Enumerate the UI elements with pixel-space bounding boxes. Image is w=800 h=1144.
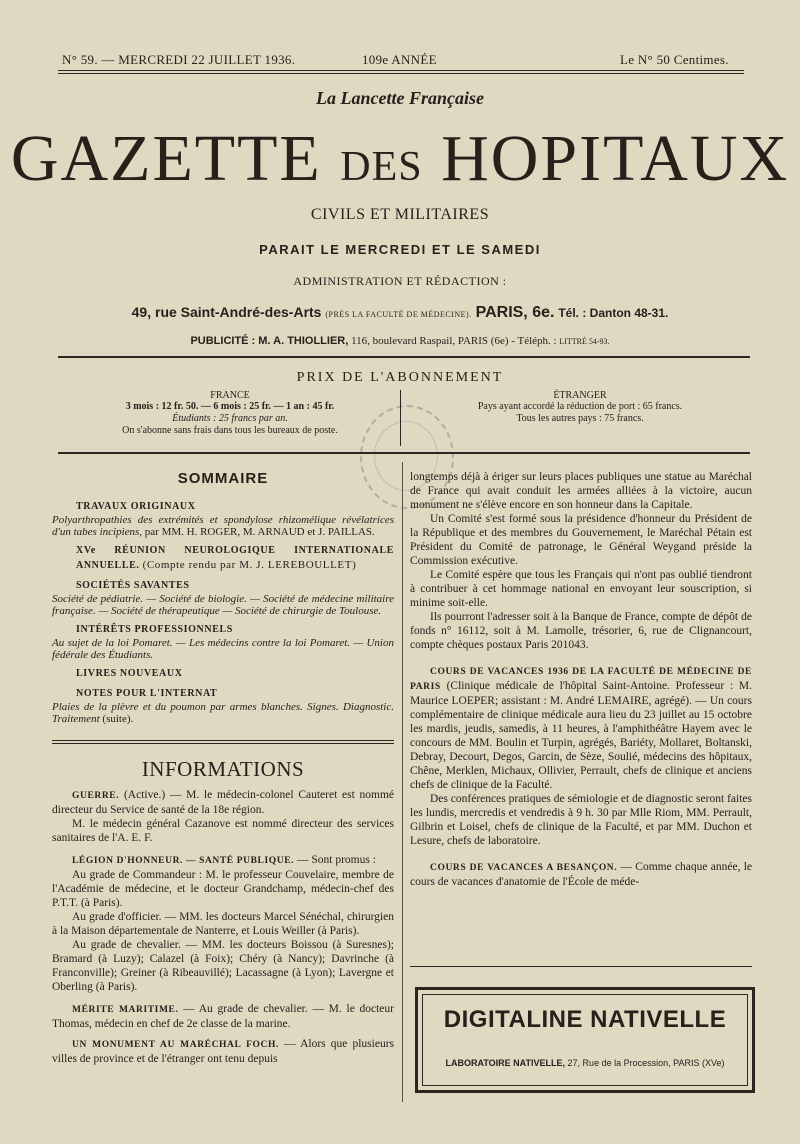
header-rule [58,356,750,358]
informations-section [52,757,394,1066]
sommaire-title: SOMMAIRE [177,470,269,487]
legion-para [52,853,394,868]
ad-title: DIGITALINE NATIVELLE [443,1006,727,1033]
etranger-l2: Tous les autres pays : 75 francs. [516,413,644,424]
foch-para [52,1037,394,1066]
merite-text: — Au grade de chevalier. — M. le docteur Thomas, médecin en chef de 2e classe de la marine. [52,1003,394,1030]
espere-para: Le Comité espère que tous les Français qui n'ont pas oublié tiendront à contribuer à cet hommage national en envoyant leur souscription, si minime soit-elle. [410,569,752,609]
cours-text: (Clinique médicale de l'hôpital Saint-Antoine. Professeur : M. Maurice LOEPER; assistant : M. André LEMAIRE, agrégé). — Un cours complémentaire de clinique médicale aura lieu du 23 juillet au 15 octobre les mardis, jeudis, samedis, à 11 heures, à l'amphithéâtre Hayem avec le concours de MM. Boulin et Turpin, agrégés, Bariéty, Mollaret, Boltanski, Debray, Decourt, Degos, Garcin, de Sèze, Soulié, médecins des hôpitaux, Chêne, Merklen, Michaux, Ollivier, Perrault, chefs de clinique et anciens chefs de clinique de la Faculté. [410,680,752,791]
masthead-subtitle: La Lancette Française [316,88,484,108]
top-rule [58,70,744,71]
abonnement-france [70,390,390,437]
notes-text [52,701,394,725]
travaux-authors: par MM. H. ROGER, M. ARNAUD et J. PAILLAS. [144,526,375,538]
masthead-civils: CIVILS ET MILITAIRES [310,206,490,223]
besancon-head: COURS DE VACANCES A BESANÇON. [430,863,618,873]
foch-text: — Alors que plusieurs villes de province et de l'étranger ont tenu depuis [52,1038,394,1065]
notes-suite: (suite). [102,713,134,725]
masthead-admin: ADMINISTRATION ET RÉDACTION : [293,274,507,288]
pub-tel: LITTRÉ 54-93. [559,337,610,346]
cours-para [410,664,752,792]
reunion-authors: (Compte rendu par M. J. LEREBOULLET) [142,559,357,571]
interets-head: INTÉRÊTS PROFESSIONNELS [76,624,233,635]
notes-head: NOTES POUR L'INTERNAT [76,688,218,699]
france-etudiants: Étudiants : 25 francs par an. [172,413,288,424]
notes-title: Plaies de la plèvre et du poumon par armes blanches. Signes. Diagnostic. Traitement [52,701,394,725]
adresser-para: Ils pourront l'adresser soit à la Banque de France, compte de dépôt de fonds n° 16112, soit à M. Lamolle, trésorier, 6, rue de Clignancourt, compte chèques postaux Paris 201043. [410,611,752,651]
masthead-parait: PARAIT LE MERCREDI ET LE SAMEDI [259,242,541,257]
right-column [410,470,752,889]
ad-lab-addr: 27, Rue de la Procession, PARIS (XVe) [567,1058,725,1068]
address-city: PARIS, 6e. [475,304,555,321]
sommaire-section [52,472,394,725]
abonnement-title: PRIX DE L'ABONNEMENT [296,370,504,385]
address-tel: Tél. : Danton 48-31. [558,306,669,320]
masthead-title [0,122,800,204]
pub-rest: 116, boulevard Raspail, PARIS (6e) - Téléph. : [351,335,557,347]
abonnement-etranger [420,390,740,425]
france-poste: On s'abonne sans frais dans tous les bureaux de poste. [122,425,338,436]
reunion-head: XVe RÉUNION NEUROLOGIQUE INTERNATIONALE ANNUELLE. [76,545,394,571]
foch-head: UN MONUMENT AU MARÉCHAL FOCH. [72,1040,279,1050]
comite-para: Un Comité s'est formé sous la présidence d'honneur du Président de la République et des membres du Gouvernement, le Maréchal Pétain est Président du Comité de patronage, le Général Weygand préside la Commission exécutive. [410,513,752,567]
issue-year: 109e ANNÉE [362,52,437,67]
travaux-title: Polyarthropathies des extrémités et spondylose rhizomélique révélatrices d'un tabes incipiens, [52,514,394,538]
interets-text: Au sujet de la loi Pomaret. — Les médecins contre la loi Pomaret. — Union fédérale des Étudiants. [52,637,394,661]
chevalier-para: Au grade de chevalier. — MM. les docteurs Boissou (à Suresnes); Bramard (à Luzy); Calazel (à Foix); Chéry (à Nancy); Davrinche (à Franconville); Greiner (à Ribeauvillé); Lacassagne (à Lyon); Lavergne et Oberling (à Paris). [52,939,394,993]
guerre-text: (Active.) — M. le médecin-colonel Cauteret est nommé directeur du Service de santé de la 18e région. [52,789,394,816]
issue-price: Le N° 50 Centimes. [620,52,729,67]
travaux-head: TRAVAUX ORIGINAUX [76,501,196,512]
besancon-text: — Comme chaque année, le cours de vacances d'anatomie de l'École de méde- [410,861,753,888]
commandeur-para: Au grade de Commandeur : M. le professeur Couvelaire, membre de l'Académie de médecine, et le docteur Grandchamp, médecin-chef des P.T.T. (à Paris). [52,869,394,909]
etranger-l1: Pays ayant accordé la réduction de port : 65 francs. [477,401,683,412]
reunion-entry [52,544,394,573]
issue-number: N° 59. — MERCREDI 22 JUILLET 1936. [62,52,296,67]
masthead-title-des: DES [340,144,423,190]
publicite-line [0,335,800,347]
etranger-head: ÉTRANGER [553,390,607,401]
ad-lab-name: LABORATOIRE NATIVELLE, [445,1058,566,1068]
right-rule [410,966,752,967]
foch-continued: longtemps déjà à ériger sur leurs places publiques une statue au Maréchal de France qui avait conduit les armées alliées à la victoire, aucun monument ne s'élève encore en son honneur dans la Capitale. [410,471,752,511]
address-street: 49, rue Saint-André-des-Arts [131,304,322,320]
legion-text: — Sont promus : [297,854,376,866]
guerre-para [52,788,394,817]
informations-title: INFORMATIONS [141,757,305,781]
ad-lab [418,1058,752,1068]
address-note: (PRÈS LA FACULTÉ DE MÉDECINE). [325,310,472,319]
digitaline-ad [415,987,755,1093]
top-rule-2 [58,73,744,74]
merite-head: MÉRITE MARITIME. [72,1005,179,1015]
guerre-p2: M. le médecin général Cazanove est nommé directeur des services sanitaires de l'A. E. F. [52,818,394,844]
column-divider [402,462,403,1102]
guerre-head: GUERRE. [72,791,120,801]
france-head: FRANCE [210,390,250,401]
masthead-title-1: GAZETTE [10,122,322,195]
cours-p2: Des conférences pratiques de sémiologie et de diagnostic seront faites les lundis, mercredis et vendredis à 9 h. 30 par Mlle Riom, MM. Perrault, Gilbrin et Loisel, chefs de clinique de la Faculté, et par MM. Duchon et Lesure, chefs de laboratoire. [410,793,752,847]
sommaire-rule-2 [52,743,394,744]
france-rates: 3 mois : 12 fr. 50. — 6 mois : 25 fr. — 1 an : 45 fr. [125,401,335,412]
societes-text: Société de pédiatrie. — Société de biologie. — Société de médecine militaire française. — Société de thérapeutique — Société de chirurgie de Toulouse. [52,593,394,617]
merite-para [52,1002,394,1031]
legion-head: LÉGION D'HONNEUR. — SANTÉ PUBLIQUE. [72,856,295,866]
besancon-para [410,860,752,889]
travaux-text [52,514,394,538]
masthead-address [0,304,800,322]
sommaire-rule [52,740,394,741]
livres-head: LIVRES NOUVEAUX [76,668,183,679]
officier-para: Au grade d'officier. — MM. les docteurs Marcel Sénéchal, chirurgien à la Maison départementale de Nanterre, et Louis Weiller (à Paris). [52,911,394,937]
cours-head: COURS DE VACANCES 1936 DE LA FACULTÉ DE MÉDECINE DE PARIS [410,667,752,692]
societes-head: SOCIÉTÉS SAVANTES [76,580,190,591]
masthead-title-2: HOPITAUX [441,122,790,195]
pub-label: PUBLICITÉ : M. A. THIOLLIER, [190,335,349,347]
